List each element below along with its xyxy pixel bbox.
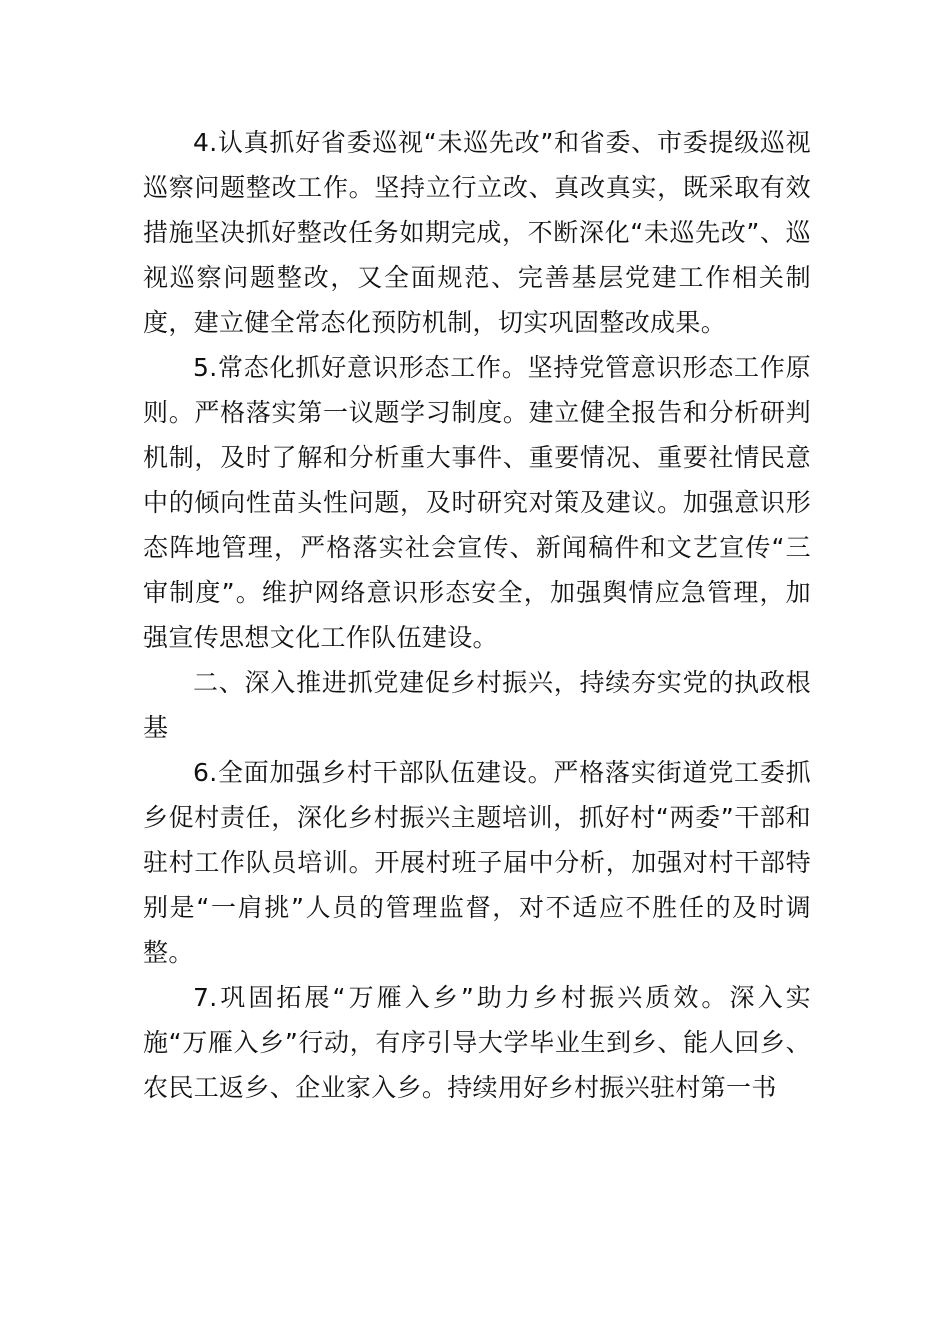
paragraph-item-6: 6.全面加强乡村干部队伍建设。严格落实街道党工委抓乡促村责任，深化乡村振兴主题培训，抓好村“两委”干部和驻村工作队员培训。开展村班子届中分析，加强对村干部特别是“一肩挑”人员的管理监督，对不适应不胜任的及时调整。 [143,758,811,967]
section-heading-2: 二、深入推进抓党建促乡村振兴，持续夯实党的执政根基 [143,668,811,742]
paragraph-item-4: 4.认真抓好省委巡视“未巡先改”和省委、市委提级巡视巡察问题整改工作。坚持立行立改、真改真实，既采取有效措施坚决抓好整改任务如期完成，不断深化“未巡先改”、巡视巡察问题整改，又全面规范、完善基层党建工作相关制度，建立健全常态化预防机制，切实巩固整改成果。 [143,128,811,337]
paragraph-item-7: 7.巩固拓展“万雁入乡”助力乡村振兴质效。深入实施“万雁入乡”行动，有序引导大学毕业生到乡、能人回乡、农民工返乡、企业家入乡。持续用好乡村振兴驻村第一书 [143,983,811,1102]
paragraph-item-5: 5.常态化抓好意识形态工作。坚持党管意识形态工作原则。严格落实第一议题学习制度。建立健全报告和分析研判机制，及时了解和分析重大事件、重要情况、重要社情民意中的倾向性苗头性问题，及时研究对策及建议。加强意识形态阵地管理，严格落实社会宣传、新闻稿件和文艺宣传“三审制度”。维护网络意识形态安全，加强舆情应急管理，加强宣传思想文化工作队伍建设。 [143,353,811,652]
document-body [143,120,811,1110]
